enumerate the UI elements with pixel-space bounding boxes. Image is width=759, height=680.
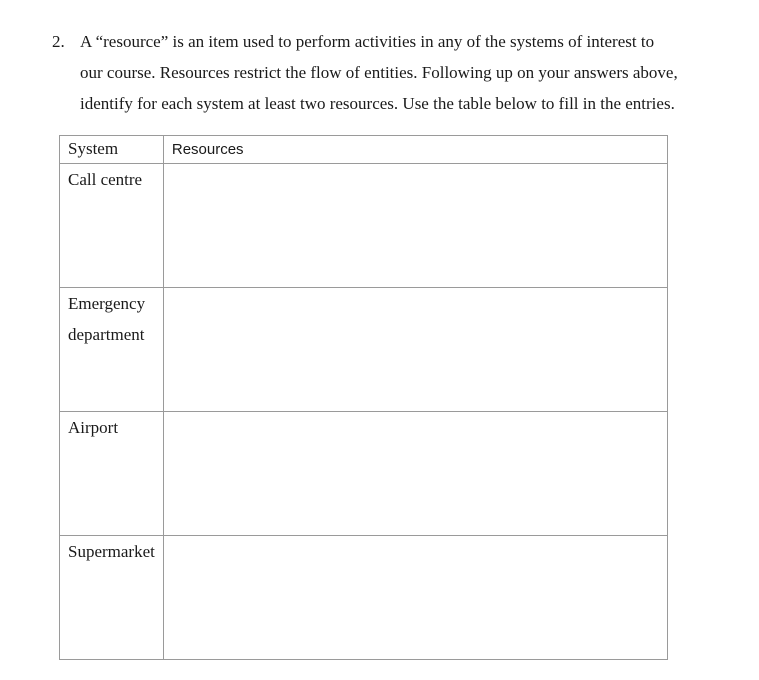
- resources-table: [59, 135, 668, 660]
- system-cell-supermarket: Supermarket: [60, 536, 164, 660]
- header-resources: Resources: [163, 136, 667, 164]
- table-row: [60, 412, 668, 536]
- question-line: our course. Resources restrict the flow of entities. Following up on your answers above,: [80, 63, 678, 82]
- system-cell-airport: Airport: [60, 412, 164, 536]
- system-cell-emergency-department: Emergency department: [60, 288, 164, 412]
- question-text: [80, 26, 732, 119]
- question-number: 2.: [52, 32, 65, 51]
- table-header-row: [60, 136, 668, 164]
- system-cell-call-centre: Call centre: [60, 164, 164, 288]
- resources-cell-emergency-department[interactable]: [163, 288, 667, 412]
- resources-cell-call-centre[interactable]: [163, 164, 667, 288]
- table-row: [60, 288, 668, 412]
- table-row: [60, 164, 668, 288]
- question-line: A “resource” is an item used to perform activities in any of the systems of interest to: [80, 32, 655, 51]
- question-block: [52, 26, 732, 119]
- table-row: [60, 536, 668, 660]
- question-line: identify for each system at least two resources. Use the table below to fill in the entries.: [80, 94, 675, 113]
- resources-cell-airport[interactable]: [163, 412, 667, 536]
- header-system: System: [60, 136, 164, 164]
- resources-cell-supermarket[interactable]: [163, 536, 667, 660]
